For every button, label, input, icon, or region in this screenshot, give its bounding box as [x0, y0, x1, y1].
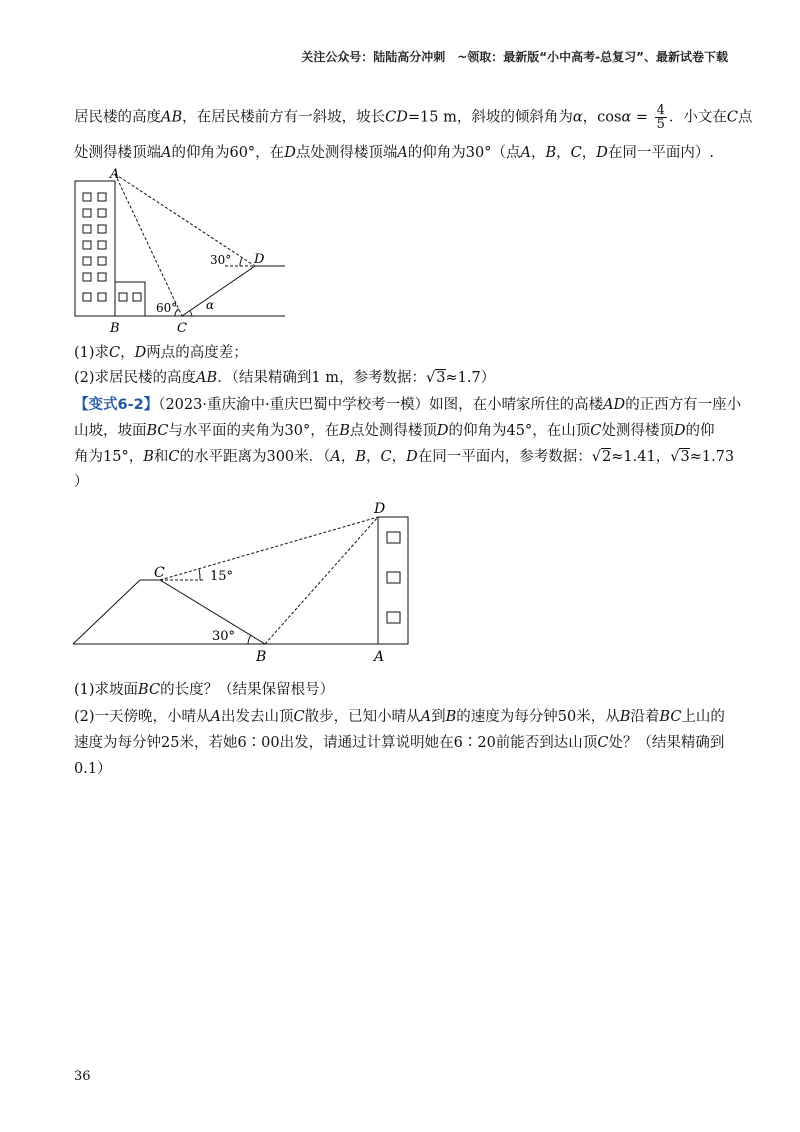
label-D: D: [254, 252, 265, 267]
angle-label-alpha: α: [206, 298, 215, 312]
page-header: 关注公众号：陆陆高分冲刺 ~领取：最新版“小中高考-总复习”、最新试卷下载: [301, 50, 728, 64]
window: [387, 612, 400, 623]
sightline-bd: [265, 517, 378, 644]
problem2-line1: 【变式6-2】（2023·重庆渝中·重庆巴蜀中学校考一模）如图，在小晴家所住的高楼AD的正西方有一座小: [74, 397, 742, 413]
slope-line: [182, 266, 255, 316]
label-D: D: [374, 501, 386, 517]
figure-building-slope: [60, 166, 300, 338]
angle-label-30: 30°: [212, 629, 236, 644]
fraction: $\frac{4}{5}$: [656, 103, 665, 132]
problem1-line2: 处测得楼顶端A的仰角为60°，在D点处测得楼顶端A的仰角为30°（点A，B，C，D在同一平面内）.: [74, 145, 715, 161]
problem2-line3: 角为15°，B和C的水平距离为300米．（A，B，C，D在同一平面内，参考数据：√2≈1.41，√3≈1.73: [74, 449, 735, 465]
angle-arc-30: [248, 635, 251, 644]
variant-tag: 【变式6-2】: [74, 397, 159, 413]
problem2-line4: ）: [74, 474, 89, 490]
window: [387, 572, 400, 583]
figure-hill-tower: [60, 494, 420, 666]
problem2-q1: (1)求坡面BC的长度？（结果保留根号）: [74, 682, 335, 698]
angle-arc-alpha: [190, 311, 192, 316]
label-C: C: [154, 565, 165, 581]
label-C: C: [177, 321, 187, 336]
hill-outline: [73, 580, 265, 644]
page-number: 36: [74, 1069, 91, 1084]
windows: [83, 193, 141, 301]
problem1-line1: 居民楼的高度AB，在居民楼前方有一斜坡，坡长CD=15 m，斜坡的倾斜角为α，cosα = $\frac{4}{5}$ ．小文在C点: [74, 103, 753, 132]
sightline-cd: [160, 517, 378, 580]
label-A: A: [110, 167, 120, 182]
problem1-q1: (1)求C，D两点的高度差；: [74, 345, 248, 361]
building: [75, 181, 115, 316]
problem2-q2-line2: 速度为每分钟25米，若她6∶00出发，请通过计算说明她在6∶20前能否到达山顶C处？（结果精确到: [74, 735, 725, 751]
window: [387, 532, 400, 543]
angle-arc-30: [240, 258, 242, 266]
label-A: A: [374, 649, 385, 665]
sightline-ac: [115, 174, 182, 316]
label-B: B: [256, 649, 267, 665]
problem2-q2-line1: (2)一天傍晚，小晴从A出发去山顶C散步，已知小晴从A到B的速度为每分钟50米，从B沿着BC上山的: [74, 709, 725, 725]
problem1-q2: (2)求居民楼的高度AB．（结果精确到1 m，参考数据：√3≈1.7）: [74, 370, 496, 386]
problem2-q2-line3: 0.1）: [74, 761, 112, 777]
angle-label-15: 15°: [210, 569, 234, 584]
angle-arc-15: [199, 569, 200, 580]
label-B: B: [110, 321, 120, 336]
problem2-line2: 山坡，坡面BC与水平面的夹角为30°，在B点处测得楼顶D的仰角为45°，在山顶C处测得楼顶D的仰: [74, 423, 715, 439]
angle-label-30: 30°: [210, 253, 232, 267]
sightline-ad: [115, 174, 255, 266]
angle-label-60: 60°: [156, 301, 178, 315]
tower: [378, 517, 408, 644]
